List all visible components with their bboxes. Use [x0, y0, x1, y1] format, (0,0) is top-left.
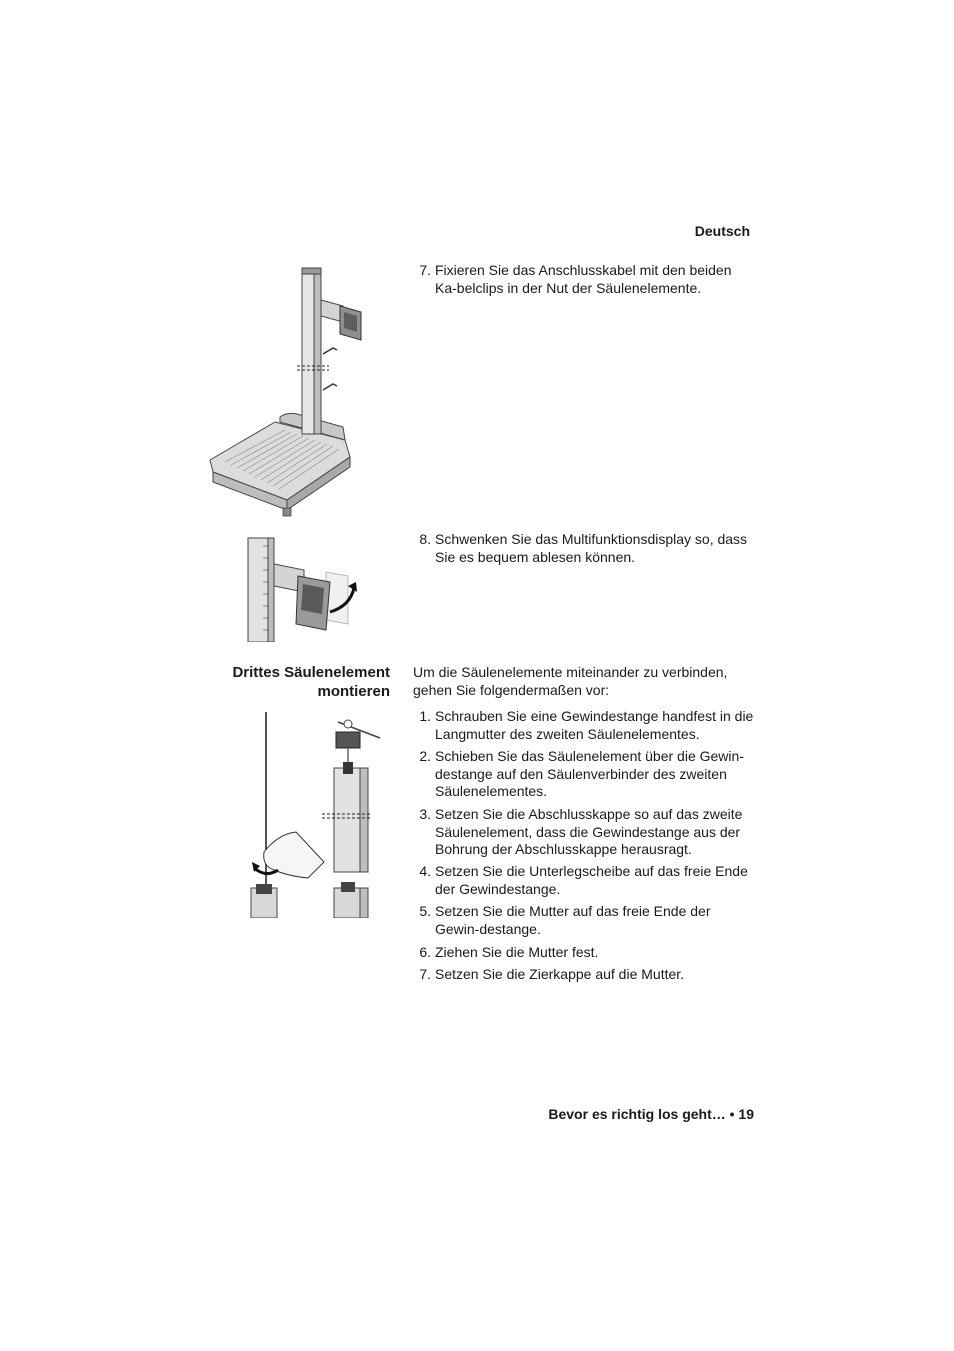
- scale-column-illustration: [205, 262, 365, 522]
- column-assembly-illustration: [248, 712, 388, 918]
- page-footer: Bevor es richtig los geht… • 19: [548, 1106, 754, 1122]
- language-label: Deutsch: [694, 223, 750, 239]
- swivel-display-illustration: [246, 536, 361, 642]
- section-heading: Drittes Säulenelement montieren: [232, 664, 390, 700]
- section-intro: Um die Säulenelemente miteinander zu verbinden, gehen Sie folgendermaßen vor:: [413, 664, 728, 698]
